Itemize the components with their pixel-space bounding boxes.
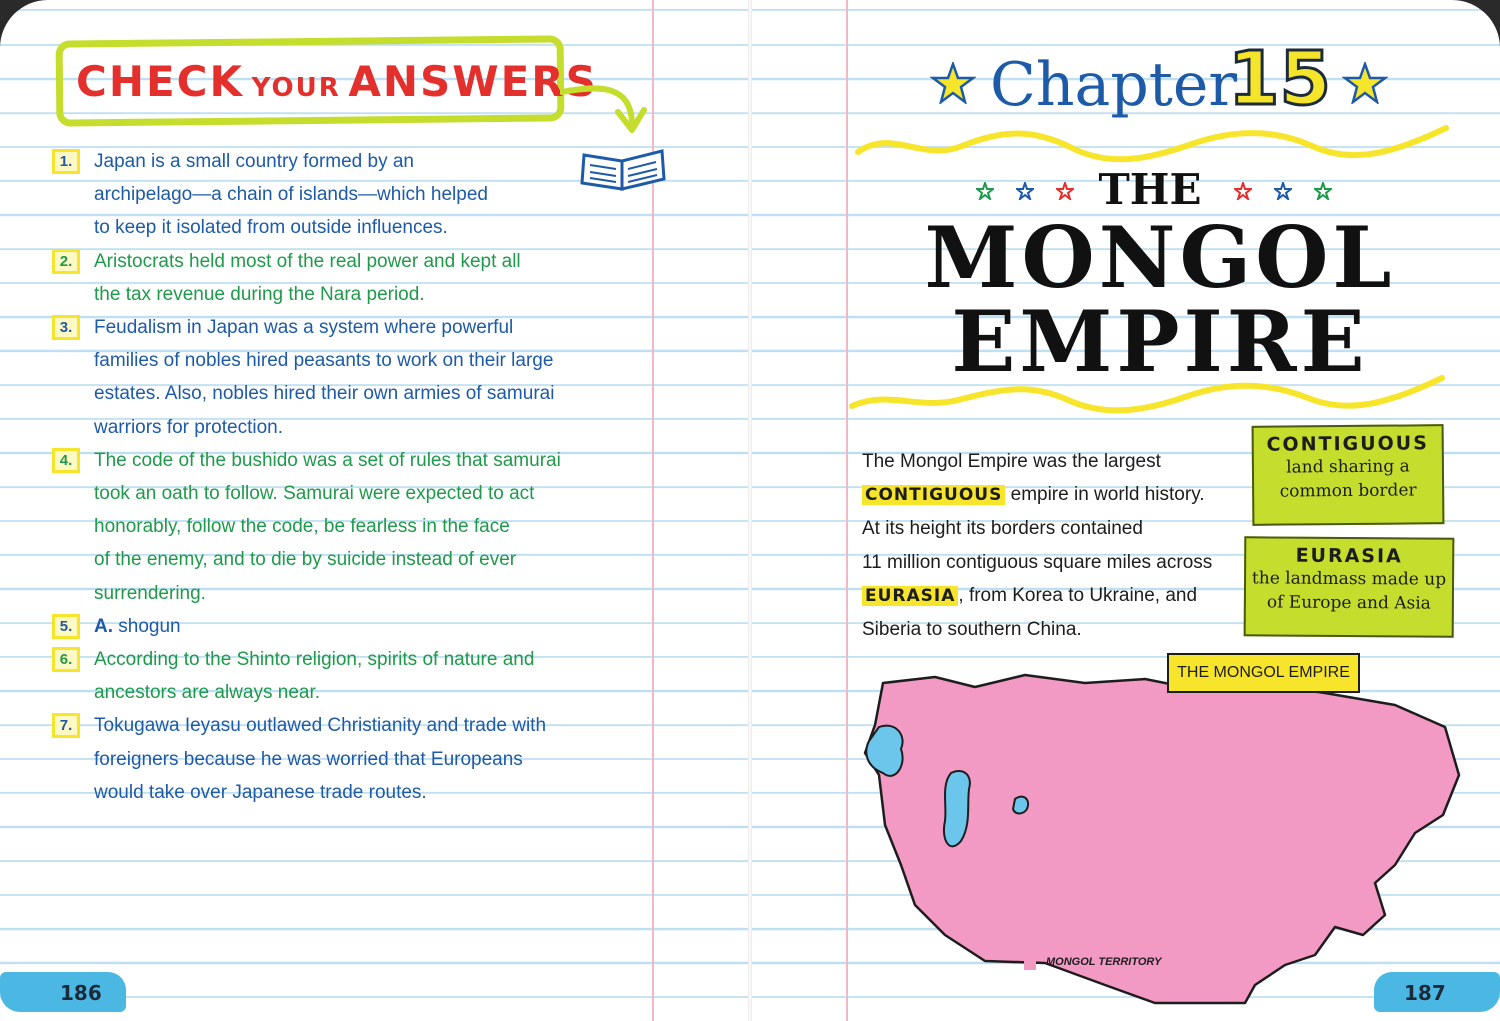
answer-line: Tokugawa Ieyasu outlawed Christianity and trade with bbox=[94, 715, 547, 737]
answer-item-5 bbox=[50, 610, 650, 643]
check-answers-heading bbox=[76, 52, 598, 112]
answer-line: According to the Shinto religion, spirits of nature and bbox=[94, 649, 535, 671]
star-icon bbox=[930, 62, 976, 104]
answer-list bbox=[50, 145, 650, 809]
answer-item-4 bbox=[50, 444, 650, 610]
answer-line bbox=[94, 610, 650, 643]
answer-line: to keep it isolated from outside influences. bbox=[94, 217, 448, 239]
answer-line: Feudalism in Japan was a system where powerful bbox=[94, 317, 514, 339]
answer-item-1 bbox=[50, 145, 650, 245]
definition-text: common border bbox=[1279, 480, 1417, 502]
curved-arrow-icon bbox=[560, 60, 650, 140]
title-empire: EMPIRE bbox=[951, 292, 1369, 391]
small-star-icon bbox=[1274, 182, 1292, 200]
answer-item-7 bbox=[50, 709, 650, 809]
definition-term: CONTIGUOUS bbox=[1266, 432, 1429, 456]
answer-letter: A. bbox=[94, 615, 113, 637]
small-star-icon bbox=[1016, 182, 1034, 200]
answer-item-6 bbox=[50, 643, 650, 709]
intro-line: 11 million contiguous square miles across bbox=[862, 551, 1213, 573]
mongol-empire-map bbox=[855, 665, 1465, 1005]
small-star-icon bbox=[976, 182, 994, 200]
answer-item-3 bbox=[50, 311, 650, 444]
definition-text: of Europe and Asia bbox=[1266, 592, 1431, 614]
title-mongol: MONGOL bbox=[924, 208, 1396, 307]
page-number-right: 187 bbox=[1404, 981, 1446, 1005]
highlighted-term: EURASIA bbox=[862, 586, 958, 606]
answer-text: shogun bbox=[118, 615, 181, 637]
answer-number: 4. bbox=[52, 448, 80, 473]
answer-line: foreigners because he was worried that Europeans bbox=[94, 748, 523, 770]
answer-line: archipelago—a chain of islands—which helped bbox=[94, 184, 488, 206]
squiggle-underline bbox=[848, 370, 1448, 414]
legend-label: MONGOL TERRITORY bbox=[1046, 956, 1162, 968]
answer-number: 2. bbox=[52, 249, 80, 274]
heading-word: YOUR bbox=[251, 73, 341, 103]
answer-line: estates. Also, nobles hired their own armies of samurai bbox=[94, 383, 555, 405]
margin-line bbox=[846, 0, 848, 1021]
answer-line: took an oath to follow. Samurai were expected to act bbox=[94, 483, 535, 505]
answer-line: honorably, follow the code, be fearless in the face bbox=[94, 516, 510, 538]
answer-line: warriors for protection. bbox=[94, 416, 284, 438]
answer-line: ancestors are always near. bbox=[94, 682, 321, 704]
answer-line: surrendering. bbox=[94, 582, 206, 604]
definition-box-contiguous bbox=[1252, 424, 1445, 526]
answer-line: Japan is a small country formed by an bbox=[94, 151, 414, 172]
answer-line: families of nobles hired peasants to work on their large bbox=[94, 350, 554, 372]
definition-text: the landmass made up bbox=[1251, 568, 1447, 590]
lake-shape bbox=[1013, 797, 1028, 814]
page-number-left: 186 bbox=[60, 981, 102, 1005]
answer-number: 5. bbox=[52, 614, 80, 639]
small-star-icon bbox=[1314, 182, 1332, 200]
chapter-number: 15 bbox=[1228, 36, 1331, 122]
answer-number: 3. bbox=[52, 315, 80, 340]
squiggle-underline bbox=[852, 118, 1452, 168]
answer-line: the tax revenue during the Nara period. bbox=[94, 283, 425, 305]
intro-text: , from Korea to Ukraine, and bbox=[958, 584, 1198, 606]
answer-line: The code of the bushido was a set of rules that samurai bbox=[94, 449, 561, 471]
answer-number: 7. bbox=[52, 713, 80, 738]
intro-text: empire in world history. bbox=[1005, 484, 1205, 506]
highlighted-term: CONTIGUOUS bbox=[862, 485, 1005, 505]
chapter-label: Chapter bbox=[990, 50, 1238, 120]
intro-paragraph bbox=[862, 445, 1242, 646]
legend-swatch bbox=[1024, 958, 1036, 970]
title-the: THE bbox=[1098, 165, 1202, 214]
definition-box-eurasia bbox=[1244, 536, 1455, 637]
small-star-icon bbox=[1056, 182, 1074, 200]
intro-line: The Mongol Empire was the largest bbox=[862, 451, 1161, 472]
intro-line: Siberia to southern China. bbox=[862, 619, 1082, 641]
intro-line: At its height its borders contained bbox=[862, 518, 1143, 540]
heading-word: CHECK bbox=[76, 57, 245, 106]
answer-line: Aristocrats held most of the real power and kept all bbox=[94, 250, 521, 272]
answer-number: 6. bbox=[52, 647, 80, 672]
heading-word: ANSWERS bbox=[348, 57, 598, 106]
map-title-label: THE MONGOL EMPIRE bbox=[1167, 653, 1360, 693]
small-star-icon bbox=[1234, 182, 1252, 200]
definition-term: EURASIA bbox=[1295, 544, 1403, 568]
intro-line bbox=[862, 579, 1242, 613]
answer-line: of the enemy, and to die by suicide instead of ever bbox=[94, 549, 517, 571]
intro-line bbox=[862, 478, 1242, 512]
star-icon bbox=[1342, 62, 1388, 104]
answer-line: would take over Japanese trade routes. bbox=[94, 781, 427, 803]
answer-number: 1. bbox=[52, 149, 80, 174]
definition-text: land sharing a bbox=[1286, 456, 1410, 478]
answer-item-2 bbox=[50, 245, 650, 311]
